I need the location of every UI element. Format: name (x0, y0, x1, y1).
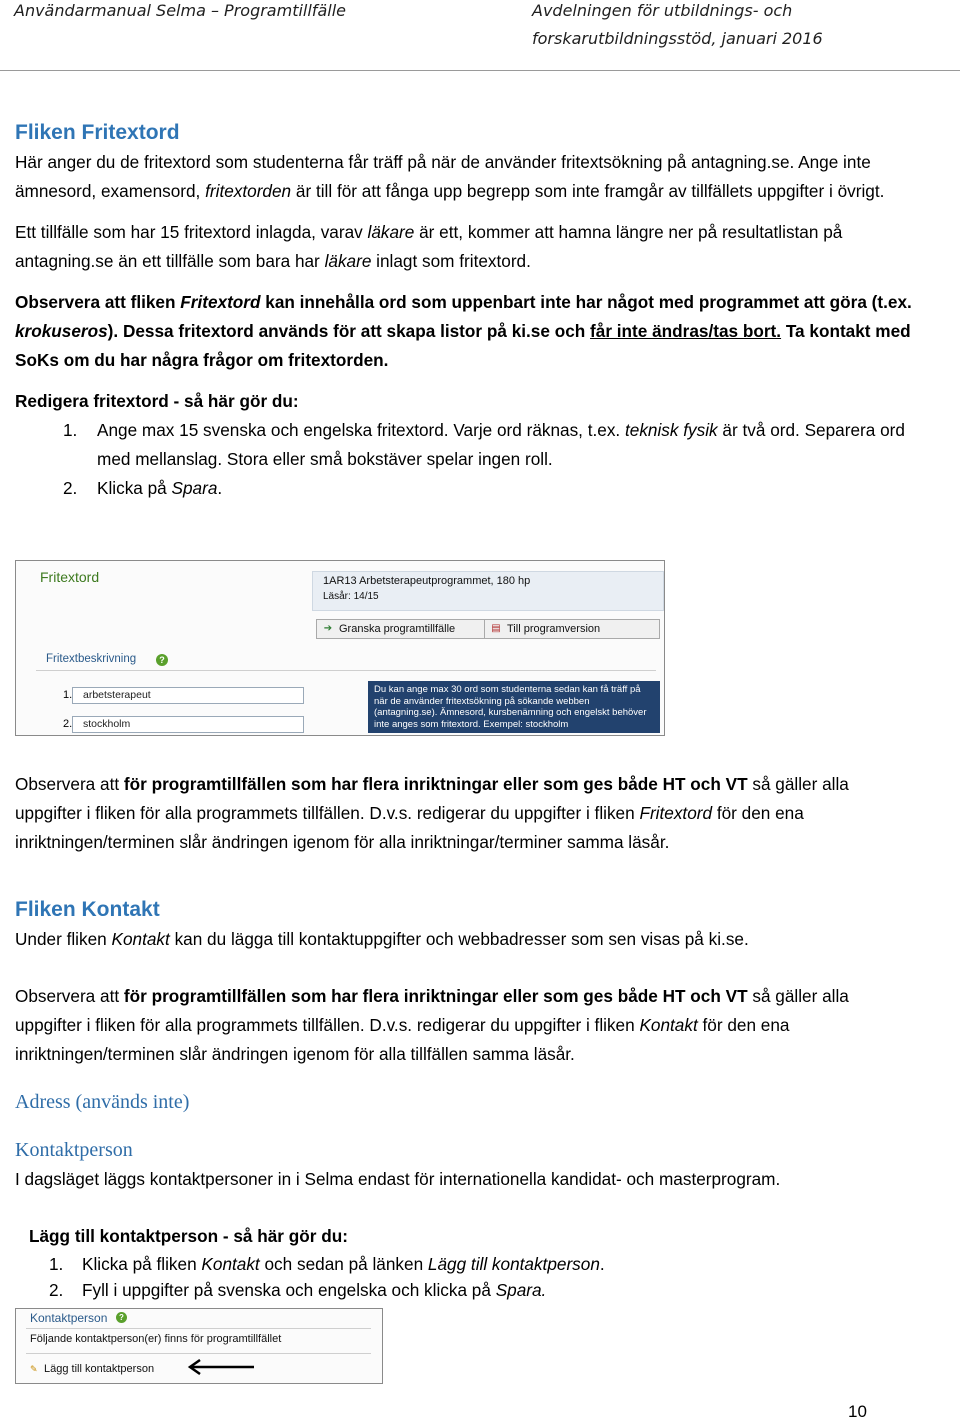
screenshot-kontaktperson (15, 1308, 383, 1384)
step-number: 2. (63, 478, 78, 498)
kontakt-intro (15, 925, 915, 954)
header-manual-title: Användarmanual Selma – Programtillfälle (14, 1, 346, 20)
fritextord-warning (15, 288, 915, 375)
kontaktperson-description: Följande kontaktperson(er) finns för programtillfället (30, 1333, 282, 1345)
list-item (15, 416, 915, 474)
text-span: är ett, kommer att hamna längre ner på resultatlistan på antagning.se än ett tillfälle som bara har (15, 222, 843, 271)
text-span: så gäller alla uppgifter i fliken för alla programmets tillfällen. D.v.s. redigerar du uppgifter i fliken (15, 986, 849, 1035)
divider (26, 1328, 371, 1329)
screenshot-fritextord-tab (15, 560, 665, 736)
section-heading-kontakt: Fliken Kontakt (15, 898, 160, 921)
text-span: Observera att (15, 986, 124, 1006)
howto-title-fritextord: Redigera fritextord - så här gör du: (15, 391, 299, 411)
text-span: och sedan på länken (259, 1254, 428, 1274)
underline-warning: får inte ändras/tas bort. (590, 321, 782, 341)
row-number: 2. (63, 718, 73, 730)
subheading-adress: Adress (används inte) (15, 1091, 190, 1113)
row-number: 1. (63, 689, 73, 701)
step-number: 1. (49, 1254, 64, 1274)
list-item (15, 1277, 915, 1303)
emphasis: Spara. (495, 1280, 547, 1300)
text-span: Fyll i uppgifter på svenska och engelska och klicka på (82, 1280, 496, 1300)
text-span: är till för att fånga upp begrepp som inte framgår av tillfällets uppgifter i övrigt. (291, 181, 885, 201)
emphasis: fritextorden (205, 181, 292, 201)
program-term: Läsår: 14/15 (323, 591, 379, 602)
kontakt-steps (15, 1251, 915, 1303)
emphasis: Fritextord (639, 803, 713, 823)
bold-text: för programtillfällen som har flera inriktningar eller som ges både HT och VT (123, 774, 748, 794)
help-tooltip: Du kan ange max 30 ord som studenterna sedan kan få träff på när de använder fritextsökning på sökande webben (antagning.se). Ämnesord, kursbenämning och engelskt behöver inte anges som fritextord. Exempel: stockholm (368, 681, 660, 733)
kontaktperson-text: I dagsläget läggs kontaktpersoner in i Selma endast för internationella kandidat- och masterprogram. (15, 1169, 781, 1189)
arrow-right-icon: ➔ (323, 623, 333, 634)
program-variants-note (15, 770, 915, 857)
review-button[interactable] (316, 619, 492, 639)
add-contact-link[interactable] (30, 1363, 154, 1375)
text-span: Klicka på (97, 478, 172, 498)
emphasis: Fritextord (180, 292, 261, 312)
text-span: ). Dessa fritextord används för att skapa listor på ki.se och (107, 321, 591, 341)
add-contact-link-label: Lägg till kontaktperson (44, 1363, 155, 1375)
text-span: inlagt som fritextord. (371, 251, 531, 271)
fritextord-ranking-note (15, 218, 915, 276)
text-span: är två ord. Separera ord med mellanslag. Stora eller små bokstäver spelar ingen roll. (97, 420, 905, 469)
step-number: 1. (63, 420, 78, 440)
document-icon: ▤ (491, 623, 501, 634)
text-span: så gäller alla uppgifter i fliken för alla programmets tillfällen. D.v.s. redigerar du uppgifter i fliken (15, 774, 849, 823)
text-span: kan du lägga till kontaktuppgifter och webbadresser som sen visas på ki.se. (169, 929, 749, 949)
free-text-input-2[interactable]: stockholm (72, 716, 304, 733)
emphasis: krokuseros (15, 321, 108, 341)
list-item (15, 1251, 915, 1277)
page-header (0, 0, 960, 71)
fritextord-steps (15, 416, 915, 503)
subheading-kontaktperson: Kontaktperson (15, 1139, 133, 1161)
fritextord-intro (15, 148, 915, 206)
program-info-box (312, 571, 664, 611)
program-title: 1AR13 Arbetsterapeutprogrammet, 180 hp (323, 575, 531, 587)
list-item (15, 474, 915, 503)
pointer-arrow-icon (186, 1359, 256, 1375)
emphasis: Kontakt (639, 1015, 698, 1035)
text-span: för den ena inriktningen/terminen slår ändringen igenom för alla tillfällen samma läsår. (15, 1015, 790, 1064)
step-number: 2. (49, 1280, 64, 1300)
emphasis: Kontakt (111, 929, 170, 949)
review-button-label: Granska programtillfälle (339, 623, 456, 635)
kontaktperson-title: Kontaktperson (30, 1311, 108, 1325)
text-span: . (217, 478, 223, 498)
add-document-icon: ✎ (30, 1364, 38, 1374)
text-span: . (599, 1254, 605, 1274)
divider (36, 670, 656, 671)
emphasis: teknisk fysik (625, 420, 718, 440)
text-span: Observera att fliken (15, 292, 181, 312)
header-department (532, 0, 823, 52)
emphasis: läkare (324, 251, 372, 271)
header-department-line1: Avdelningen för utbildnings- och (532, 1, 793, 20)
text-span: kan innehålla ord som uppenbart inte har något med programmet att göra (t.ex. (260, 292, 912, 312)
text-span: Under fliken (15, 929, 112, 949)
emphasis: Spara (171, 478, 218, 498)
tab-fritextord[interactable]: Fritextord (40, 569, 100, 585)
kontakt-variants-note (15, 982, 915, 1069)
text-span: Klicka på fliken (82, 1254, 202, 1274)
text-span: Observera att (15, 774, 124, 794)
howto-title-kontakt: Lägg till kontaktperson - så här gör du: (29, 1226, 348, 1246)
free-text-label: Fritextbeskrivning (46, 653, 137, 665)
help-icon[interactable]: ? (156, 654, 168, 666)
bold-text: för programtillfällen som har flera inriktningar eller som ges både HT och VT (123, 986, 748, 1006)
text-span: för den ena inriktningen/terminen slår ändringen igenom för alla inriktningar/terminer samma läsår. (15, 803, 804, 852)
to-program-version-label: Till programversion (507, 623, 601, 635)
text-span: Här anger du de fritextord som studenterna får träff på när de använder fritextsökning på antagning.se. Ange inte ämnesord, examensord, (15, 152, 871, 201)
header-department-line2: forskarutbildningsstöd, januari 2016 (532, 29, 823, 48)
text-span: Ett tillfälle som har 15 fritextord inlagda, varav (15, 222, 368, 242)
emphasis: Lägg till kontaktperson (427, 1254, 600, 1274)
help-icon[interactable]: ? (116, 1312, 127, 1323)
to-program-version-button[interactable] (484, 619, 660, 639)
page-content-continued (15, 770, 915, 1303)
section-heading-fritextord: Fliken Fritextord (15, 121, 180, 144)
text-span: Ta kontakt med SoKs om du har några frågor om fritextorden. (15, 321, 911, 370)
free-text-input-1[interactable]: arbetsterapeut (72, 687, 304, 704)
emphasis: Kontakt (201, 1254, 260, 1274)
divider (26, 1353, 371, 1354)
page-number: 10 (848, 1402, 867, 1421)
page-content (15, 118, 915, 503)
text-span: Ange max 15 svenska och engelska fritextord. Varje ord räknas, t.ex. (97, 420, 625, 440)
emphasis: läkare (367, 222, 415, 242)
